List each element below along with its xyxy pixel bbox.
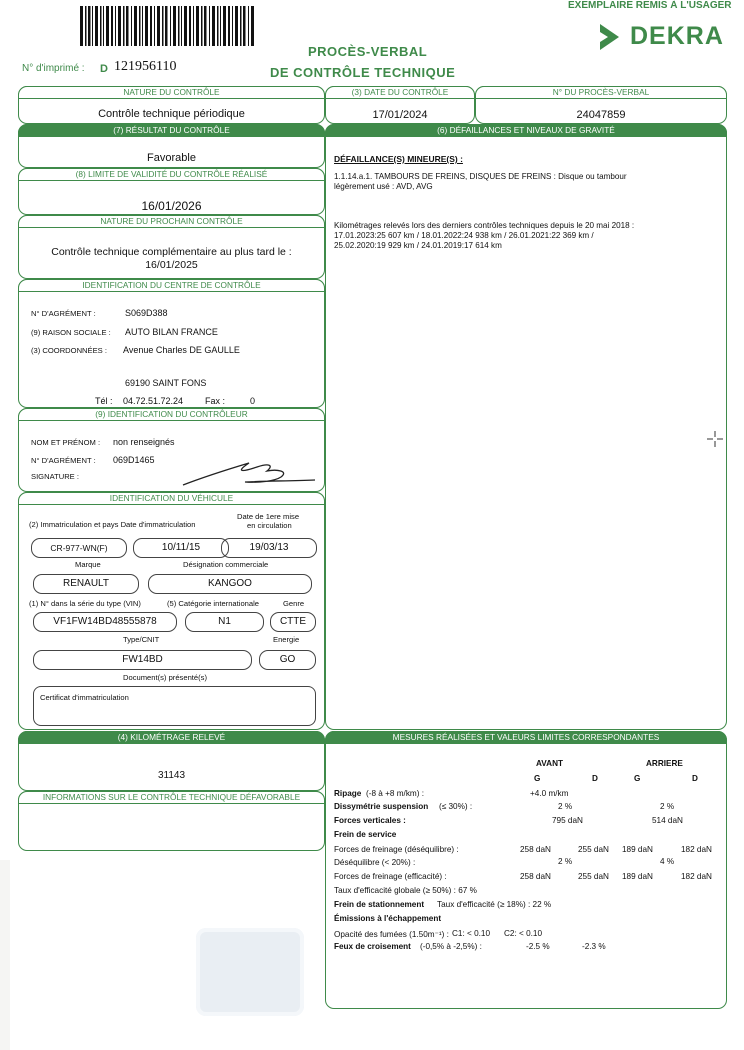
marque-label: Marque	[75, 560, 101, 569]
feux-croisement-label: Feux de croisement	[334, 942, 411, 951]
limite-validite-box	[18, 168, 325, 215]
opacite-label: Opacité des fumées (1.50m⁻¹) :	[334, 930, 449, 939]
centre-raison-value: AUTO BILAN FRANCE	[125, 327, 218, 337]
mesures-header: MESURES RÉALISÉES ET VALEURS LIMITES CORRESPONDANTES	[325, 731, 727, 744]
feux-croisement-range: (-0,5% à -2,5%) :	[420, 942, 482, 951]
ripage-value: +4.0 m/km	[530, 789, 569, 798]
barcode	[80, 6, 255, 46]
vin-field: VF1FW14BD48555878	[33, 612, 177, 632]
forces-verticales-arriere: 514 daN	[652, 816, 683, 825]
taux-efficacite-globale: Taux d'efficacité globale (≥ 50%) : 67 %	[334, 886, 477, 895]
centre-raison-label: (9) RAISON SOCIALE :	[31, 328, 111, 337]
controleur-nom-value: non renseignés	[113, 437, 175, 447]
efficacite-force-arg: 189 daN	[622, 872, 653, 881]
efficacite-force-avd: 255 daN	[578, 872, 609, 881]
dissymetrie-label: Dissymétrie suspension	[334, 802, 429, 811]
document-title-line2: DE CONTRÔLE TECHNIQUE	[270, 65, 456, 80]
opacite-c2: C2: < 0.10	[504, 929, 543, 938]
prochain-controle-header: NATURE DU PROCHAIN CONTRÔLE	[18, 215, 325, 228]
frein-service-label: Frein de service	[334, 830, 397, 839]
prochain-controle-line1: Contrôle technique complémentaire au plus tard le :	[51, 246, 292, 258]
forces-verticales-label: Forces verticales :	[334, 816, 406, 825]
centre-tel-value: 04.72.51.72.24	[123, 396, 184, 406]
imprime-label: N° d'imprimé :	[22, 63, 85, 74]
desequilibre-force-avg: 258 daN	[520, 845, 551, 854]
date-controle-box	[325, 86, 475, 124]
date-controle-header: (3) DATE DU CONTRÔLE	[325, 86, 475, 99]
limite-validite-value: 16/01/2026	[141, 199, 202, 213]
km-history-line1: Kilométrages relevés lors des derniers contrôles techniques depuis le 20 mai 2018 :	[334, 221, 635, 230]
kilometrage-header: (4) KILOMÉTRAGE RELEVÉ	[18, 731, 325, 744]
defaillance-item-line1: 1.1.14.a.1. TAMBOURS DE FREINS, DISQUES DE FREINS : Disque ou tambour	[334, 172, 627, 181]
centre-agrement-label: N° D'AGRÉMENT :	[31, 309, 96, 318]
genre-field: CTTE	[270, 612, 316, 632]
vehicule-immat-label: (2) Immatriculation et pays Date d'immatriculation	[29, 520, 196, 529]
centre-ville-value: 69190 SAINT FONS	[125, 378, 207, 388]
controleur-nom-label: NOM ET PRÉNOM :	[31, 438, 101, 447]
type-field: FW14BD	[33, 650, 252, 670]
dekra-logo-icon	[597, 22, 625, 52]
dissymetrie-avant: 2 %	[558, 802, 573, 811]
desequilibre-avant: 2 %	[558, 857, 573, 866]
genre-label: Genre	[283, 599, 305, 608]
exemplaire-label: EXEMPLAIRE REMIS À L'USAGER	[568, 0, 732, 11]
centre-fax-value: 0	[250, 396, 256, 406]
mesures-box	[325, 731, 727, 1009]
defaillances-title: DÉFAILLANCE(S) MINEURE(S) :	[334, 154, 463, 164]
feux-croisement-d: -2.3 %	[582, 942, 606, 951]
controleur-signature-label: SIGNATURE :	[31, 472, 79, 481]
defaillance-item-line2: légèrement usé : AVD, AVG	[334, 182, 433, 191]
nature-controle-box	[18, 86, 325, 124]
desequilibre-force-arg: 189 daN	[622, 845, 653, 854]
desequilibre-forces-label: Forces de freinage (déséquilibre) :	[334, 845, 459, 854]
limite-validite-header: (8) LIMITE DE VALIDITÉ DU CONTRÔLE RÉALISÉ	[18, 168, 325, 181]
avant-header: AVANT	[536, 759, 563, 768]
arriere-g-header: G	[634, 774, 641, 783]
defaillances-box	[325, 124, 727, 730]
centre-tel-label: Tél :	[95, 396, 113, 406]
dissymetrie-arriere: 2 %	[660, 802, 675, 811]
opacite-c1: C1: < 0.10	[452, 929, 491, 938]
vehicule-header: IDENTIFICATION DU VÉHICULE	[18, 492, 325, 505]
desequilibre-arriere: 4 %	[660, 857, 675, 866]
nature-controle-value: Contrôle technique périodique	[98, 108, 245, 120]
prochain-controle-line2: 16/01/2025	[145, 259, 198, 271]
efficacite-force-ard: 182 daN	[681, 872, 712, 881]
prochain-controle-box	[18, 215, 325, 279]
numero-pv-header: N° DU PROCÈS-VERBAL	[475, 86, 727, 99]
km-history-line2: 17.01.2023:25 607 km / 18.01.2022:24 938 km / 26.01.2021:22 369 km /	[334, 231, 594, 240]
date-premiere-circulation-field: 19/03/13	[221, 538, 317, 558]
kilometrage-value: 31143	[157, 770, 186, 781]
vehicule-box	[18, 492, 325, 730]
numero-pv-box	[475, 86, 727, 124]
avant-g-header: G	[534, 774, 541, 783]
frein-stationnement-value: Taux d'efficacité (≥ 18%) : 22 %	[437, 900, 552, 909]
emissions-label: Émissions à l'échappement	[334, 914, 442, 923]
documents-label: Document(s) présenté(s)	[123, 673, 207, 682]
controleur-agrement-label: N° D'AGRÉMENT :	[31, 456, 96, 465]
arriere-header: ARRIERE	[646, 759, 683, 768]
efficacite-force-avg: 258 daN	[520, 872, 551, 881]
categorie-label: (5) Catégorie internationale	[167, 599, 260, 608]
crosshair-icon	[706, 430, 724, 448]
immatriculation-field: CR-977-WN(F)	[31, 538, 127, 558]
ripage-label: Ripage	[334, 789, 362, 798]
resultat-box	[18, 124, 325, 168]
vehicule-premiere-label-2: en circulation	[247, 521, 292, 530]
energie-label: Energie	[273, 635, 300, 644]
centre-agrement-value: S069D388	[125, 308, 168, 318]
centre-controle-box	[18, 279, 325, 408]
date-immatriculation-field: 10/11/15	[133, 538, 229, 558]
controleur-agrement-value: 069D1465	[113, 455, 155, 465]
centre-controle-header: IDENTIFICATION DU CENTRE DE CONTRÔLE	[18, 279, 325, 292]
efficacite-forces-label: Forces de freinage (efficacité) :	[334, 872, 447, 881]
vin-label: (1) N° dans la série du type (VIN)	[29, 599, 141, 608]
infos-defavorable-box	[18, 791, 325, 851]
documents-field	[33, 686, 316, 726]
desequilibre-force-ard: 182 daN	[681, 845, 712, 854]
designation-label: Désignation commerciale	[183, 560, 269, 569]
sticker-placeholder	[196, 928, 304, 1016]
resultat-header: (7) RÉSULTAT DU CONTRÔLE	[18, 124, 325, 137]
resultat-value: Favorable	[147, 152, 196, 164]
centre-coord-value: Avenue Charles DE GAULLE	[123, 345, 240, 355]
vehicule-premiere-label-1: Date de 1ere mise	[237, 512, 300, 521]
designation-field: KANGOO	[148, 574, 312, 594]
desequilibre-label: Déséquilibre (< 20%) :	[334, 858, 416, 867]
ripage-range: (-8 à +8 m/km) :	[366, 789, 425, 798]
controleur-box	[18, 408, 325, 492]
marque-field: RENAULT	[33, 574, 139, 594]
centre-coord-label: (3) COORDONNÉES :	[31, 346, 107, 355]
avant-d-header: D	[592, 774, 598, 783]
type-label: Type/CNIT	[123, 635, 160, 644]
categorie-field: N1	[185, 612, 264, 632]
infos-defavorable-header: INFORMATIONS SUR LE CONTRÔLE TECHNIQUE DÉFAVORABLE	[18, 791, 325, 804]
brand-name: DEKRA	[630, 22, 724, 50]
dissymetrie-range: (≤ 30%) :	[439, 802, 473, 811]
centre-fax-label: Fax :	[205, 396, 226, 406]
kilometrage-box	[18, 731, 325, 791]
desequilibre-force-avd: 255 daN	[578, 845, 609, 854]
km-history-line3: 25.02.2020:19 929 km / 24.01.2019:17 614 km	[334, 241, 502, 250]
frein-stationnement-label: Frein de stationnement	[334, 900, 425, 909]
signature-drawing	[179, 451, 319, 491]
forces-verticales-avant: 795 daN	[552, 816, 583, 825]
feux-croisement-g: -2.5 %	[526, 942, 550, 951]
imprime-prefix: D	[100, 63, 108, 75]
energie-field: GO	[259, 650, 316, 670]
nature-controle-header: NATURE DU CONTRÔLE	[18, 86, 325, 99]
document-value: Certificat d'immatriculation	[40, 693, 129, 702]
numero-pv-value: 24047859	[576, 109, 626, 121]
controleur-header: (9) IDENTIFICATION DU CONTRÔLEUR	[18, 408, 325, 421]
arriere-d-header: D	[692, 774, 698, 783]
document-title-line1: PROCÈS-VERBAL	[308, 44, 428, 59]
defaillances-header: (6) DÉFAILLANCES ET NIVEAUX DE GRAVITÉ	[325, 124, 727, 137]
date-controle-value: 17/01/2024	[372, 109, 428, 121]
imprime-number: 121956110	[114, 59, 177, 74]
